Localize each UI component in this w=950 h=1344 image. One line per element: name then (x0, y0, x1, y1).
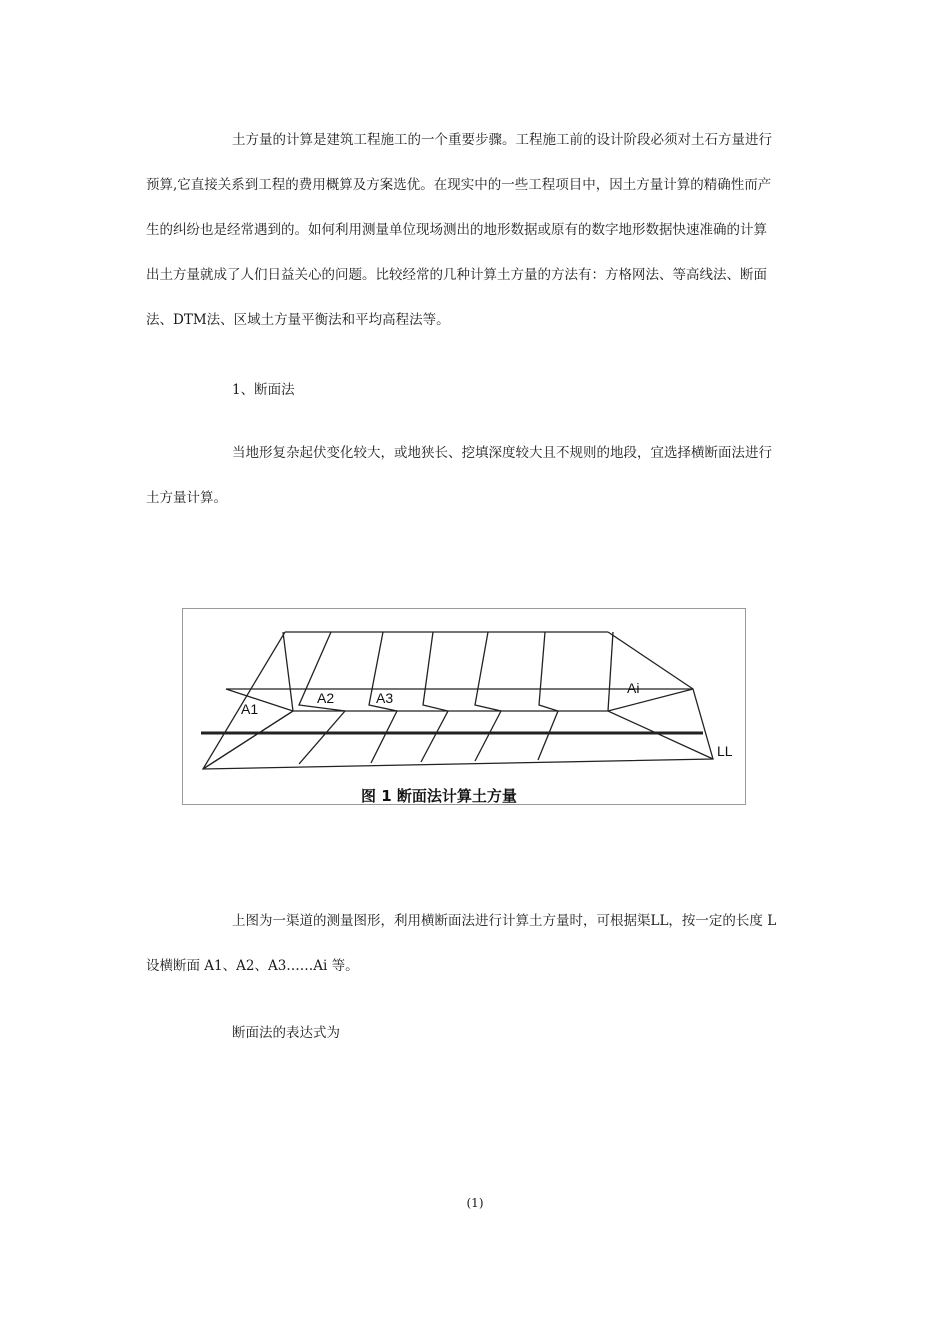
text-line: 上图为一渠道的测量图形，利用横断面法进行计算土方量时，可根据渠LL，按一定的长度 L (232, 913, 777, 929)
page-number: (1) (466, 1196, 484, 1210)
text-line: 出土方量就成了人们日益关心的问题。比较经常的几种计算土方量的方法有：方格网法、等高线法、断面 (146, 267, 767, 283)
text-line: 当地形复杂起伏变化较大，或地狭长、挖填深度较大且不规则的地段，宜选择横断面法进行 (232, 445, 772, 461)
text-line: 设横断面 A1、A2、A3……Ai 等。 (146, 958, 359, 974)
method-paragraph (146, 431, 812, 521)
figure-caption: 图 1 断面法计算土方量 (361, 787, 517, 804)
text-line: 土方量的计算是建筑工程施工的一个重要步骤。工程施工前的设计阶段必须对土石方量进行 (232, 132, 772, 148)
text-line: 生的纠纷也是经常遇到的。如何利用测量单位现场测出的地形数据或原有的数字地形数据快速准确的计算 (146, 222, 767, 238)
formula-intro: 断面法的表达式为 (232, 1025, 340, 1041)
intro-paragraph (146, 118, 812, 343)
section-heading: 1、断面法 (232, 382, 295, 398)
description-paragraph (146, 899, 812, 989)
label-a1: A1 (241, 701, 259, 717)
label-a2: A2 (317, 690, 335, 706)
channel-diagram (183, 609, 745, 804)
cross-section-figure (182, 608, 746, 805)
label-ai: Ai (627, 680, 640, 696)
label-a3: A3 (376, 690, 394, 706)
text-line: 法、DTM法、区域土方量平衡法和平均高程法等。 (146, 312, 450, 328)
text-line: 土方量计算。 (146, 490, 227, 506)
text-line: 预算,它直接关系到工程的费用概算及方案选优。在现实中的一些工程项目中，因土方量计算的精确性而产 (146, 177, 772, 193)
label-ll: LL (717, 743, 733, 759)
